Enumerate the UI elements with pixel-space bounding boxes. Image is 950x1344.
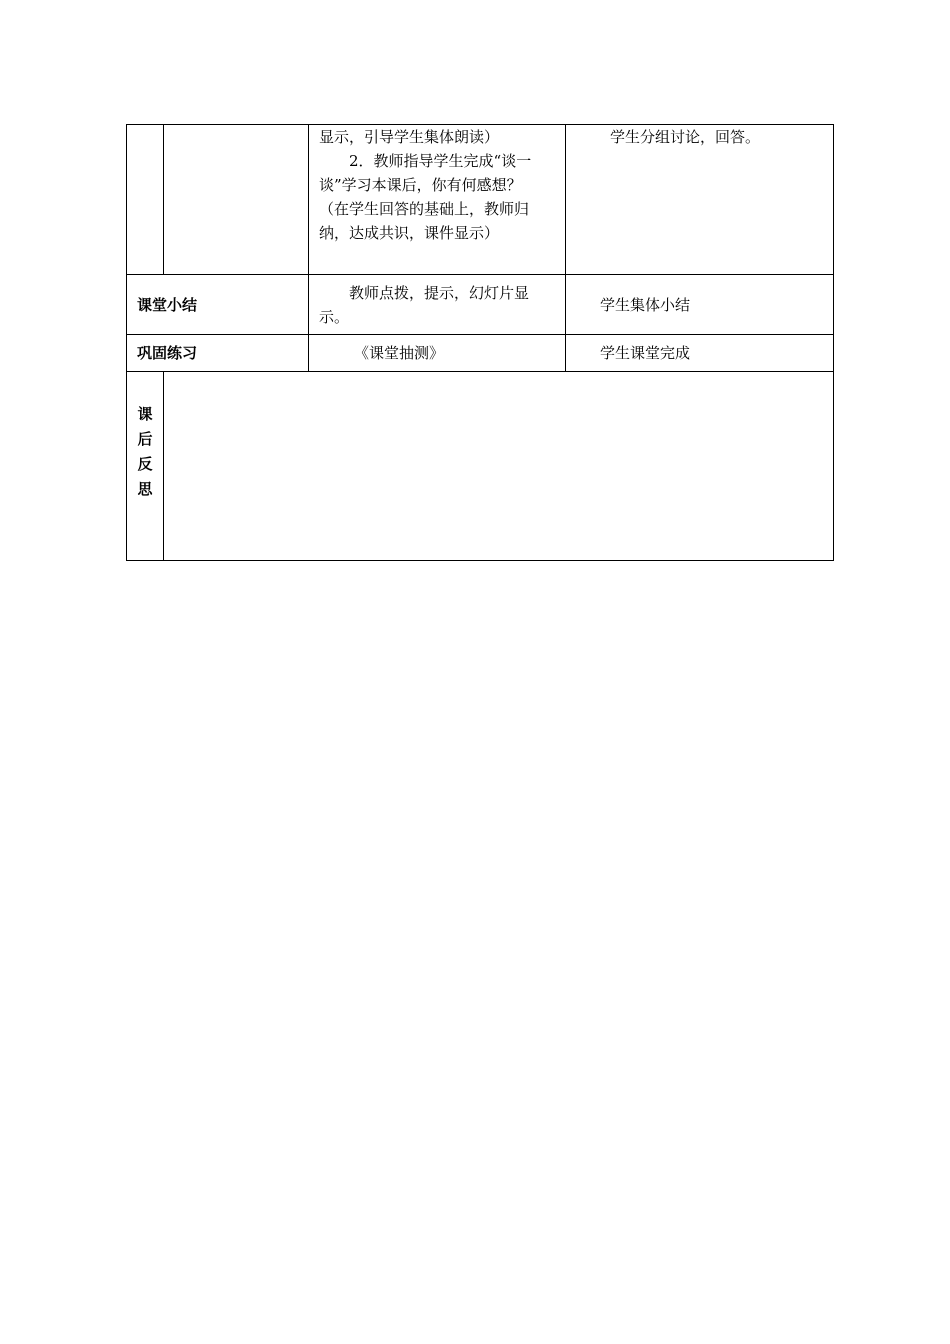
teacher-line: （在学生回答的基础上，教师归 [319,200,530,218]
step-cell [164,125,309,275]
student-activity-cell: 学生分组讨论，回答。 [566,125,834,275]
section-cell [127,125,164,275]
table-row-practice [127,335,834,372]
table-row-summary [127,275,834,335]
teacher-line: 纳，达成共识，课件显示） [319,224,500,242]
reflection-label-char: 后 [137,430,153,448]
reflection-label [127,372,164,561]
summary-student-cell: 学生集体小结 [566,275,834,335]
reflection-label-char: 反 [137,455,153,473]
summary-teacher-line: 教师点拨，提示，幻灯片显 [349,283,530,302]
practice-label: 巩固练习 [127,335,309,372]
teacher-line: 谈”学习本课后，你有何感想？ [319,176,522,194]
practice-student-cell: 学生课堂完成 [566,335,834,372]
summary-teacher-line: 示。 [319,307,350,326]
summary-label: 课堂小结 [127,275,309,335]
table-row-reflection [127,372,834,561]
reflection-content-cell [164,372,834,561]
summary-teacher-cell [309,275,566,335]
teacher-line: 显示，引导学生集体朗读） [319,128,500,146]
reflection-label-char: 思 [137,480,153,498]
teacher-activity-cell [309,125,566,275]
lesson-plan-table [126,124,834,561]
reflection-label-char: 课 [137,405,153,423]
table-row-activity [127,125,834,275]
teacher-line: 2．教师指导学生完成“谈一 [349,152,532,170]
practice-teacher-cell: 《课堂抽测》 [309,335,566,372]
